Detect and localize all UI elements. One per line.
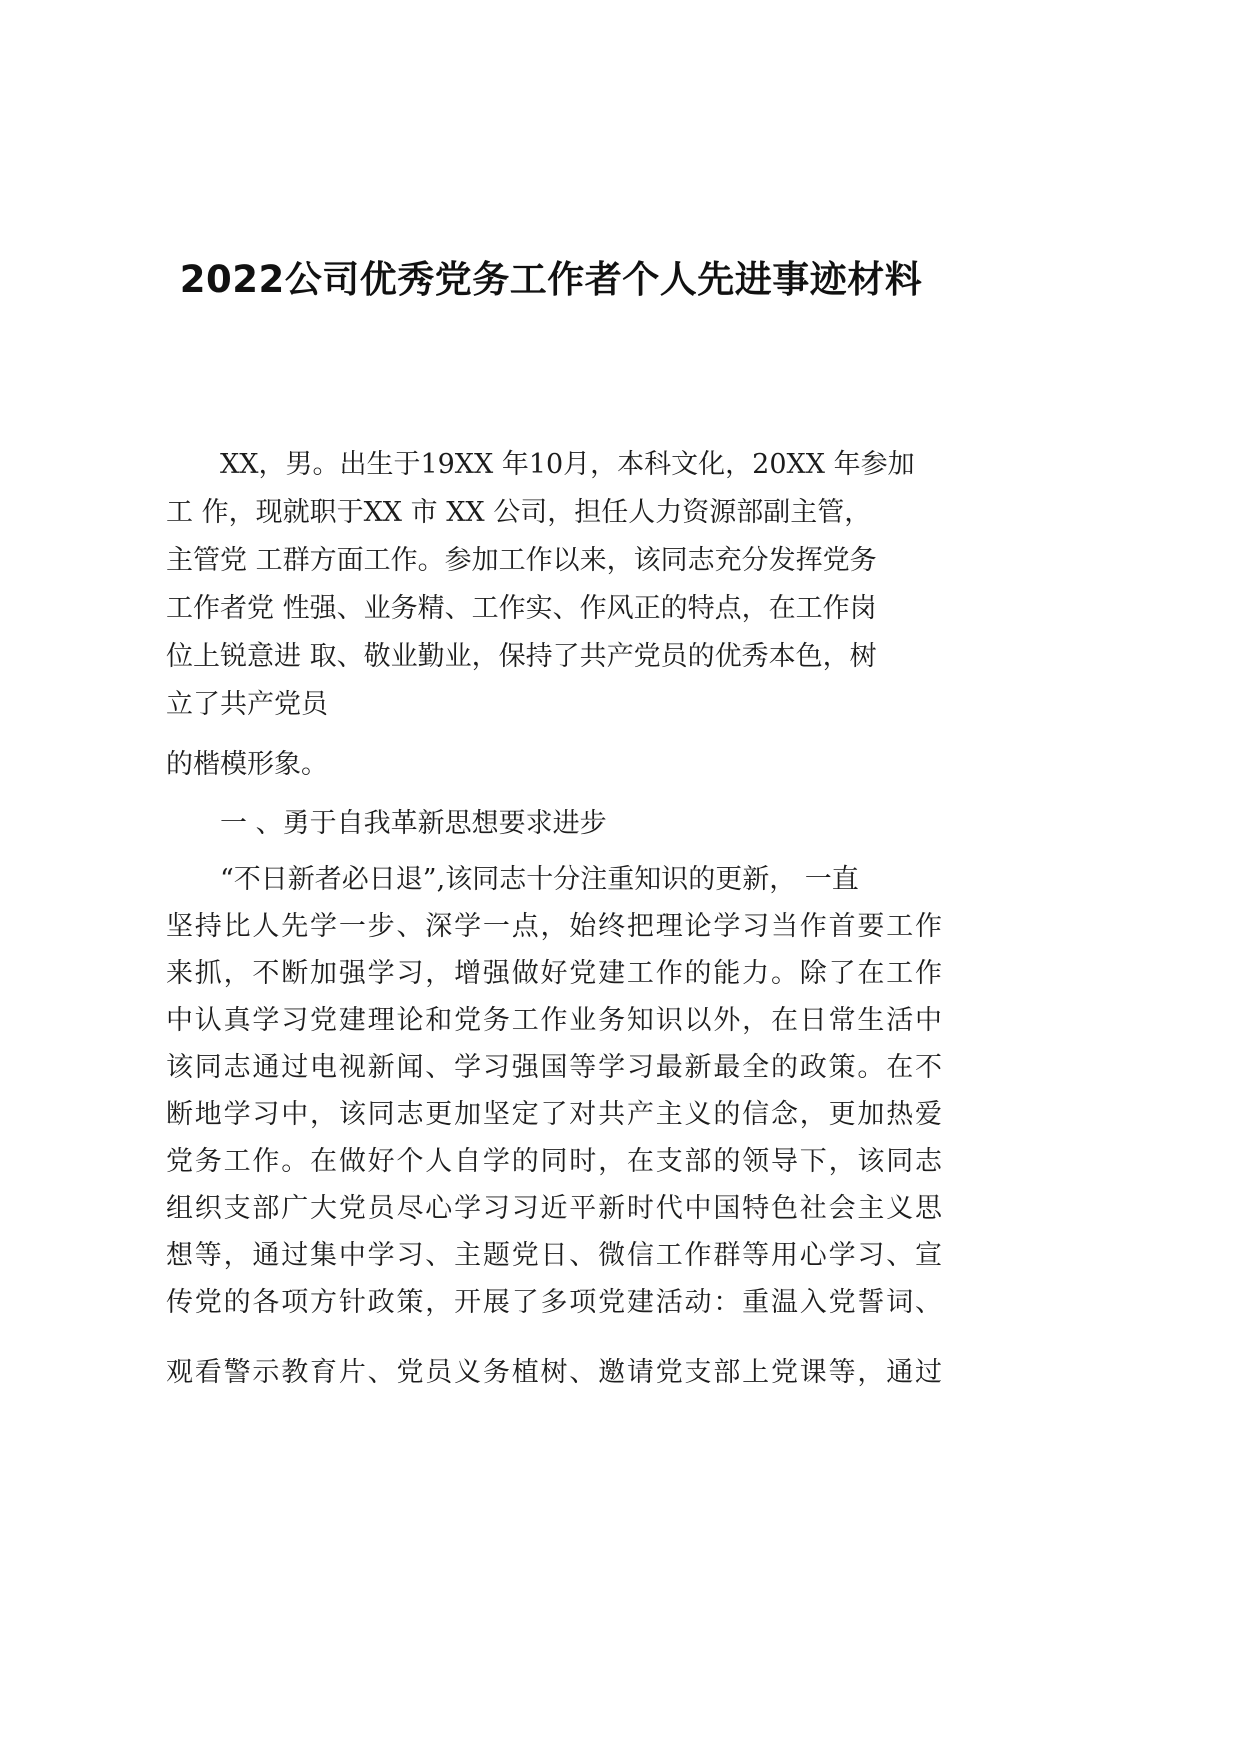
paragraph-line: 位上锐意进 取、敬业勤业，保持了共产党员的优秀本色，树 — [166, 641, 877, 672]
paragraph-line: 工 作，现就职于XX 市 XX 公司，担任人力资源部副主管， — [166, 497, 872, 528]
paragraph-line: “不日新者必日退”,该同志十分注重知识的更新， 一直 — [220, 864, 859, 895]
paragraph-line: XX，男。出生于19XX 年10月，本科文化，20XX 年参加 — [220, 449, 915, 480]
paragraph-line: 想等，通过集中学习、主题党日、微信工作群等用心学习、宣 — [166, 1240, 942, 1271]
paragraph-line: 工作者党 性强、业务精、工作实、作风正的特点，在工作岗 — [166, 593, 877, 624]
document-title: 2022公司优秀党务工作者个人先进事迹材料 — [179, 258, 923, 301]
paragraph-line: 坚持比人先学一步、深学一点，始终把理论学习当作首要工作 — [166, 911, 942, 942]
section-heading: 一 、勇于自我革新思想要求进步 — [220, 808, 607, 839]
paragraph-line: 组织支部广大党员尽心学习习近平新时代中国特色社会主义思 — [166, 1193, 942, 1224]
paragraph-line: 观看警示教育片、党员义务植树、邀请党支部上党课等，通过 — [166, 1357, 942, 1388]
paragraph-line: 党务工作。在做好个人自学的同时，在支部的领导下，该同志 — [166, 1146, 942, 1177]
paragraph-line: 的楷模形象。 — [166, 749, 328, 780]
paragraph-line: 该同志通过电视新闻、学习强国等学习最新最全的政策。在不 — [166, 1052, 942, 1083]
paragraph-line: 立了共产党员 — [166, 689, 328, 720]
paragraph-line: 中认真学习党建理论和党务工作业务知识以外，在日常生活中 — [166, 1005, 942, 1036]
paragraph-line: 传党的各项方针政策，开展了多项党建活动：重温入党誓词、 — [166, 1287, 942, 1318]
paragraph-line: 来抓，不断加强学习，增强做好党建工作的能力。除了在工作 — [166, 958, 942, 989]
paragraph-line: 断地学习中，该同志更加坚定了对共产主义的信念，更加热爱 — [166, 1099, 942, 1130]
paragraph-line: 主管党 工群方面工作。参加工作以来，该同志充分发挥党务 — [166, 545, 877, 576]
